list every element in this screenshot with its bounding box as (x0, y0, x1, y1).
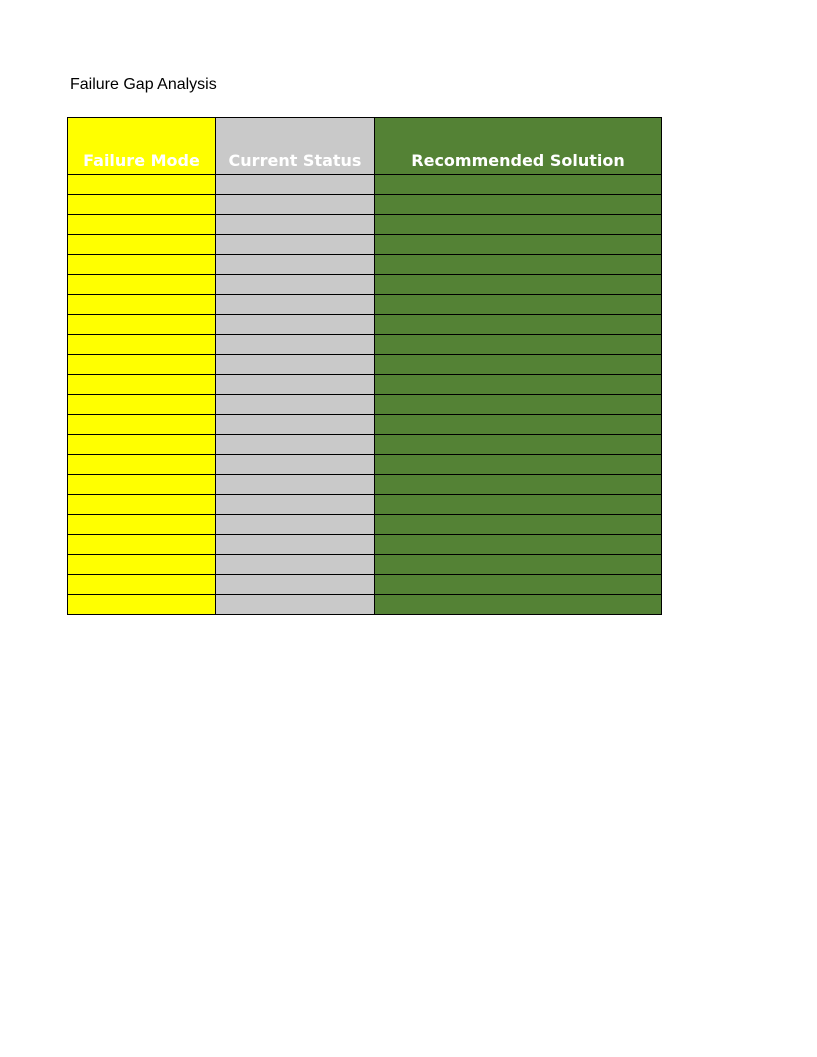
table-header-row (68, 118, 662, 175)
table-row (68, 575, 662, 595)
recommended-solution-cell[interactable] (375, 275, 662, 295)
failure-mode-cell[interactable] (68, 575, 216, 595)
failure-mode-cell[interactable] (68, 375, 216, 395)
recommended-solution-cell[interactable] (375, 215, 662, 235)
recommended-solution-cell[interactable] (375, 335, 662, 355)
failure-mode-cell[interactable] (68, 595, 216, 615)
table-row (68, 355, 662, 375)
failure-mode-cell[interactable] (68, 475, 216, 495)
current-status-cell[interactable] (216, 275, 375, 295)
recommended-solution-cell[interactable] (375, 235, 662, 255)
table-row (68, 375, 662, 395)
table-row (68, 415, 662, 435)
current-status-cell[interactable] (216, 395, 375, 415)
gap-analysis-table (67, 117, 662, 615)
current-status-cell[interactable] (216, 415, 375, 435)
current-status-cell[interactable] (216, 295, 375, 315)
table-row (68, 435, 662, 455)
recommended-solution-cell[interactable] (375, 395, 662, 415)
current-status-cell[interactable] (216, 355, 375, 375)
failure-mode-cell[interactable] (68, 395, 216, 415)
failure-mode-cell[interactable] (68, 215, 216, 235)
failure-mode-cell[interactable] (68, 315, 216, 335)
recommended-solution-cell[interactable] (375, 175, 662, 195)
recommended-solution-cell[interactable] (375, 595, 662, 615)
current-status-cell[interactable] (216, 375, 375, 395)
failure-mode-cell[interactable] (68, 515, 216, 535)
current-status-cell[interactable] (216, 535, 375, 555)
failure-mode-cell[interactable] (68, 535, 216, 555)
recommended-solution-cell[interactable] (375, 435, 662, 455)
failure-mode-cell[interactable] (68, 435, 216, 455)
failure-mode-cell[interactable] (68, 455, 216, 475)
current-status-cell[interactable] (216, 595, 375, 615)
failure-mode-cell[interactable] (68, 295, 216, 315)
table-row (68, 255, 662, 275)
table-row (68, 535, 662, 555)
recommended-solution-cell[interactable] (375, 475, 662, 495)
recommended-solution-cell[interactable] (375, 315, 662, 335)
column-header-failure-mode: Failure Mode (68, 118, 216, 175)
recommended-solution-cell[interactable] (375, 535, 662, 555)
table-row (68, 315, 662, 335)
column-header-recommended-solution: Recommended Solution (375, 118, 662, 175)
recommended-solution-cell[interactable] (375, 195, 662, 215)
recommended-solution-cell[interactable] (375, 355, 662, 375)
current-status-cell[interactable] (216, 235, 375, 255)
table-row (68, 515, 662, 535)
document-title: Failure Gap Analysis (70, 76, 217, 93)
current-status-cell[interactable] (216, 555, 375, 575)
failure-mode-cell[interactable] (68, 555, 216, 575)
table-row (68, 475, 662, 495)
table-row (68, 275, 662, 295)
current-status-cell[interactable] (216, 515, 375, 535)
table-row (68, 495, 662, 515)
failure-mode-cell[interactable] (68, 415, 216, 435)
table-row (68, 215, 662, 235)
current-status-cell[interactable] (216, 315, 375, 335)
failure-mode-cell[interactable] (68, 175, 216, 195)
recommended-solution-cell[interactable] (375, 495, 662, 515)
current-status-cell[interactable] (216, 215, 375, 235)
table-row (68, 235, 662, 255)
recommended-solution-cell[interactable] (375, 455, 662, 475)
recommended-solution-cell[interactable] (375, 255, 662, 275)
table-row (68, 395, 662, 415)
failure-mode-cell[interactable] (68, 235, 216, 255)
table-body (68, 175, 662, 615)
recommended-solution-cell[interactable] (375, 295, 662, 315)
table-row (68, 595, 662, 615)
failure-mode-cell[interactable] (68, 275, 216, 295)
current-status-cell[interactable] (216, 475, 375, 495)
table-row (68, 335, 662, 355)
current-status-cell[interactable] (216, 435, 375, 455)
column-header-current-status: Current Status (216, 118, 375, 175)
current-status-cell[interactable] (216, 455, 375, 475)
table-row (68, 295, 662, 315)
current-status-cell[interactable] (216, 335, 375, 355)
failure-mode-cell[interactable] (68, 335, 216, 355)
failure-mode-cell[interactable] (68, 355, 216, 375)
table-row (68, 195, 662, 215)
recommended-solution-cell[interactable] (375, 515, 662, 535)
recommended-solution-cell[interactable] (375, 575, 662, 595)
current-status-cell[interactable] (216, 575, 375, 595)
current-status-cell[interactable] (216, 175, 375, 195)
failure-mode-cell[interactable] (68, 195, 216, 215)
recommended-solution-cell[interactable] (375, 555, 662, 575)
table-row (68, 175, 662, 195)
current-status-cell[interactable] (216, 495, 375, 515)
failure-mode-cell[interactable] (68, 255, 216, 275)
failure-mode-cell[interactable] (68, 495, 216, 515)
table-row (68, 555, 662, 575)
recommended-solution-cell[interactable] (375, 415, 662, 435)
table-row (68, 455, 662, 475)
current-status-cell[interactable] (216, 255, 375, 275)
current-status-cell[interactable] (216, 195, 375, 215)
recommended-solution-cell[interactable] (375, 375, 662, 395)
